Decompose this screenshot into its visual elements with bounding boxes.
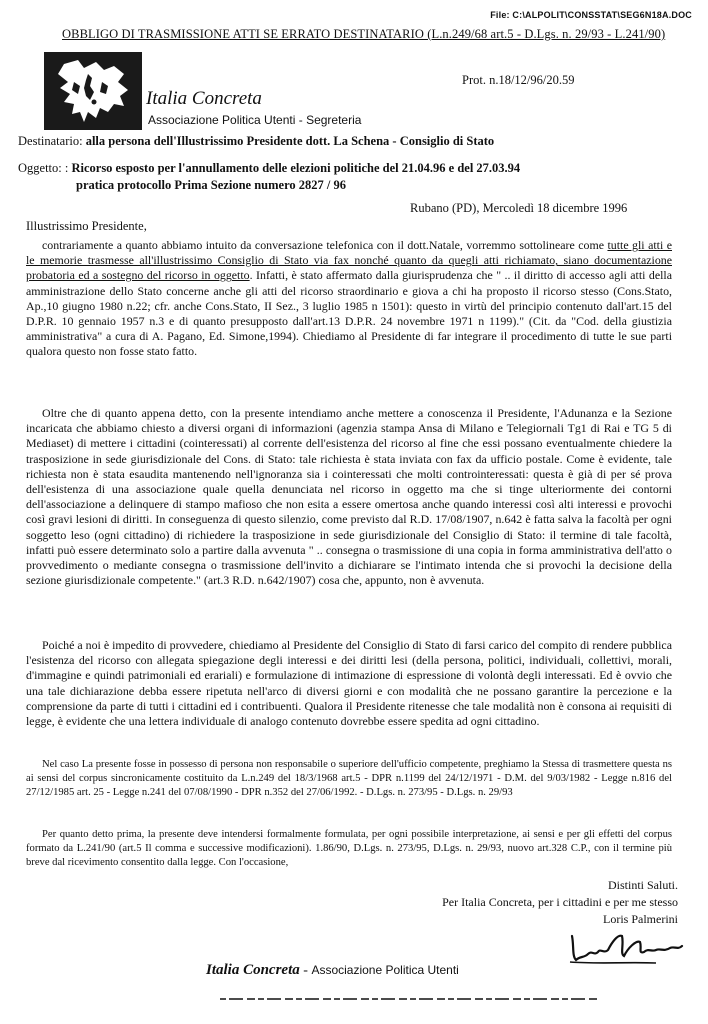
footer-brand: Italia Concreta: [206, 962, 300, 978]
subject-line-1: Ricorso esposto per l'annullamento delle elezioni politiche del 21.04.96 e del 27.03.94: [71, 161, 521, 175]
europe-map-logo: [44, 52, 142, 130]
footer: [206, 962, 459, 979]
recipient-value: alla persona dell'Illustrissimo Presidente dott. La Schena - Consiglio di Stato: [85, 134, 495, 148]
association-name: Associazione Politica Utenti - Segreteria: [148, 113, 362, 127]
paragraph-1-start: contrariamente a quanto abbiamo intuito da conversazione telefonica con il dott.Natale, vorremmo sottolineare come: [42, 238, 608, 252]
file-path: File: C:\ALPOLIT\CONSSTAT\SEG6N18A.DOC: [490, 10, 692, 20]
salutation: Illustrissimo Presidente,: [26, 219, 147, 233]
subject-line-2: pratica protocollo Prima Sezione numero 2827 / 96: [76, 178, 346, 192]
paragraph-1: [26, 238, 672, 360]
paragraph-4: Nel caso La presente fosse in possesso di persona non responsabile o superiore dell'ufficio competente, preghiamo la Stessa di trasmettere questa ns ai sensi del corpus sincronicamente costituito da L.n.249 del 18/3/1968 art.5 - DPR n.1199 del 24/12/1971 - D.M. del 9/03/1982 - Legge n.816 del 27/12/1985 art. 25 - Legge n.241 del 07/08/1990 - DPR n.352 del 27/06/1992. - D.Lgs. n. 273/95 - D.Lgs. n. 29/93: [26, 759, 672, 799]
brand-name: Italia Concreta: [146, 88, 262, 109]
footer-association: Associazione Politica Utenti: [311, 963, 459, 977]
paragraph-5: Per quanto detto prima, la presente deve intendersi formalmente formulata, per ogni possibile interpretazione, ai sensi e per gli effetti del corpus formato da L.241/90 (art.5 Il comma e successive modificazioni). 1.86/90, D.Lgs. n. 273/95, D.Lgs. n. 29/93, nuovo art.328 C.P., con il termine più breve dal ricevimento consentito dalla legge. Con l'occasione,: [26, 829, 672, 869]
footer-dash: -: [299, 963, 312, 978]
recipient-line: [18, 134, 494, 149]
recipient-label: Destinatario:: [18, 134, 83, 148]
protocol-number: Prot. n.18/12/96/20.59: [462, 73, 575, 87]
place-date: Rubano (PD), Mercoledì 18 dicembre 1996: [410, 201, 628, 215]
paragraph-1-underlined: tutte gli atti e le memorie trasmesse all'illustrissimo Consiglio di Stato via fax nonché quanto da quegli atti richiamato, siano documentazione probatoria ed a sostegno del ricorso in oggetto: [26, 238, 672, 283]
paragraph-3: Poiché a noi è impedito di provvedere, chiediamo al Presidente del Consiglio di Stato di farsi carico del compito di rendere pubblica l'esistenza del ricorso con allegata spiegazione degli interessi e dei diritti lesi (della persona, politici, individuali, collettivi, morali, d'immagine e quindi patrimoniali ed erariali) e formulazione di intimazione di espressione di volontà degli interessati. Ed è ovvio che una tale dichiarazione debba essere ripetuta nell'arco di diversi giorni e con modalità che ne possano garantire la percezione e la comprensione da parte di tutti i cittadini ed i contribuenti. Qualora il Presidente ritenesse che tale modalità non è consona ai requisiti di legge, è evidente che una lettera individuale di analogo contenuto dovrebbe essere spedita ad ogni cittadino.: [26, 638, 672, 729]
subject-line: [18, 161, 520, 176]
handwritten-signature: [566, 926, 686, 966]
closing-regards: Distinti Saluti.: [607, 878, 678, 892]
truncated-footer-line: [220, 992, 600, 1000]
subject-label: Oggetto: :: [18, 161, 69, 175]
closing-on-behalf: Per Italia Concreta, per i cittadini e per me stesso: [442, 895, 678, 909]
signer-name: Loris Palmerini: [603, 912, 678, 926]
paragraph-2: Oltre che di quanto appena detto, con la presente intendiamo anche mettere a conoscenza il Presidente, l'Adunanza e la Sezione incaricata che abbiamo chiesto a diversi organi di informazioni (agenzia stampa Ansa di Milano e Telegiornali Tg1 di Rai e TG 5 di Mediaset) di mettere i cittadini (cointeressati) al corrente dell'esistenza del ricorso al fine che essi possano eventualmente chiedere la trasposizione in sede giurisdizionale del Cons. di Stato: tale richiesta è stata inviata con fax da ufficio postale. Come è evidente, tale richiesta non è stata esaudita mantenendo nell'ignoranza sia i cointeressati che molti controinteressati: questa è già di per sé prova dell'esistenza di una associazione quale quella denunciata nel ricorso in oggetto ma che si tinge ulteriormente dei contorni dell'associazione a delinquere di stampo mafioso che non esita a essere omertosa anche quando interessi così alti interessi e provochi così gravi lesioni di diritti. In conseguenza di questo silenzio, come previsto dal R.D. 17/08/1907, n.642 è fatta salva la facoltà per ogni soggetto leso (ogni cittadino) di richiedere la trasposizione in sede giurisdizionale del Consiglio di Stato: il termine di tale facoltà, infatti può essere determinato solo a partire dalla avvenuta " .. consegna o trasmissione di una copia in forma amministrativa dell'atto o provvedimento o mediante consegna o trasmissione dell'invito a dichiarare se l'intimato intenda che si provochi la decisione della sezione giurisdizionale competente." (art.3 R.D. n.642/1907) cosa che, appunto, non è avvenuta.: [26, 406, 672, 588]
transmission-notice: OBBLIGO DI TRASMISSIONE ATTI SE ERRATO DESTINATARIO (L.n.249/68 art.5 - D.Lgs. n. 29/93 - L.241/90): [62, 27, 666, 41]
paragraph-1-end: . Infatti, è stato affermato dalla giurisprudenza che " .. il diritto di accesso agli atti della amministrazione dello Stato concerne anche gli atti del ricorso straordinario e giova a chi ha proposto il ricorso stesso (Cons.Stato, Ap.,10 giugno 1980 n.22; cfr. anche Cons.Stato, II Sez., 3 luglio 1985 n 1501): questo in virtù del principio contenuto dall'art.15 del D.P.R. 10 gennaio 1957 n.3 e di quanto presupposto dall'art.13 D.P.R. 24 novembre 1971 n 1199)." (Cit. da "Cod. della giustizia amministrativa" a cura di A. Pagano, Ed. Simone,1994). Chiediamo al Presidente di far integrare il procedimento di tutte le sue parti qualora questo non fosse stato fatto.: [26, 268, 672, 359]
